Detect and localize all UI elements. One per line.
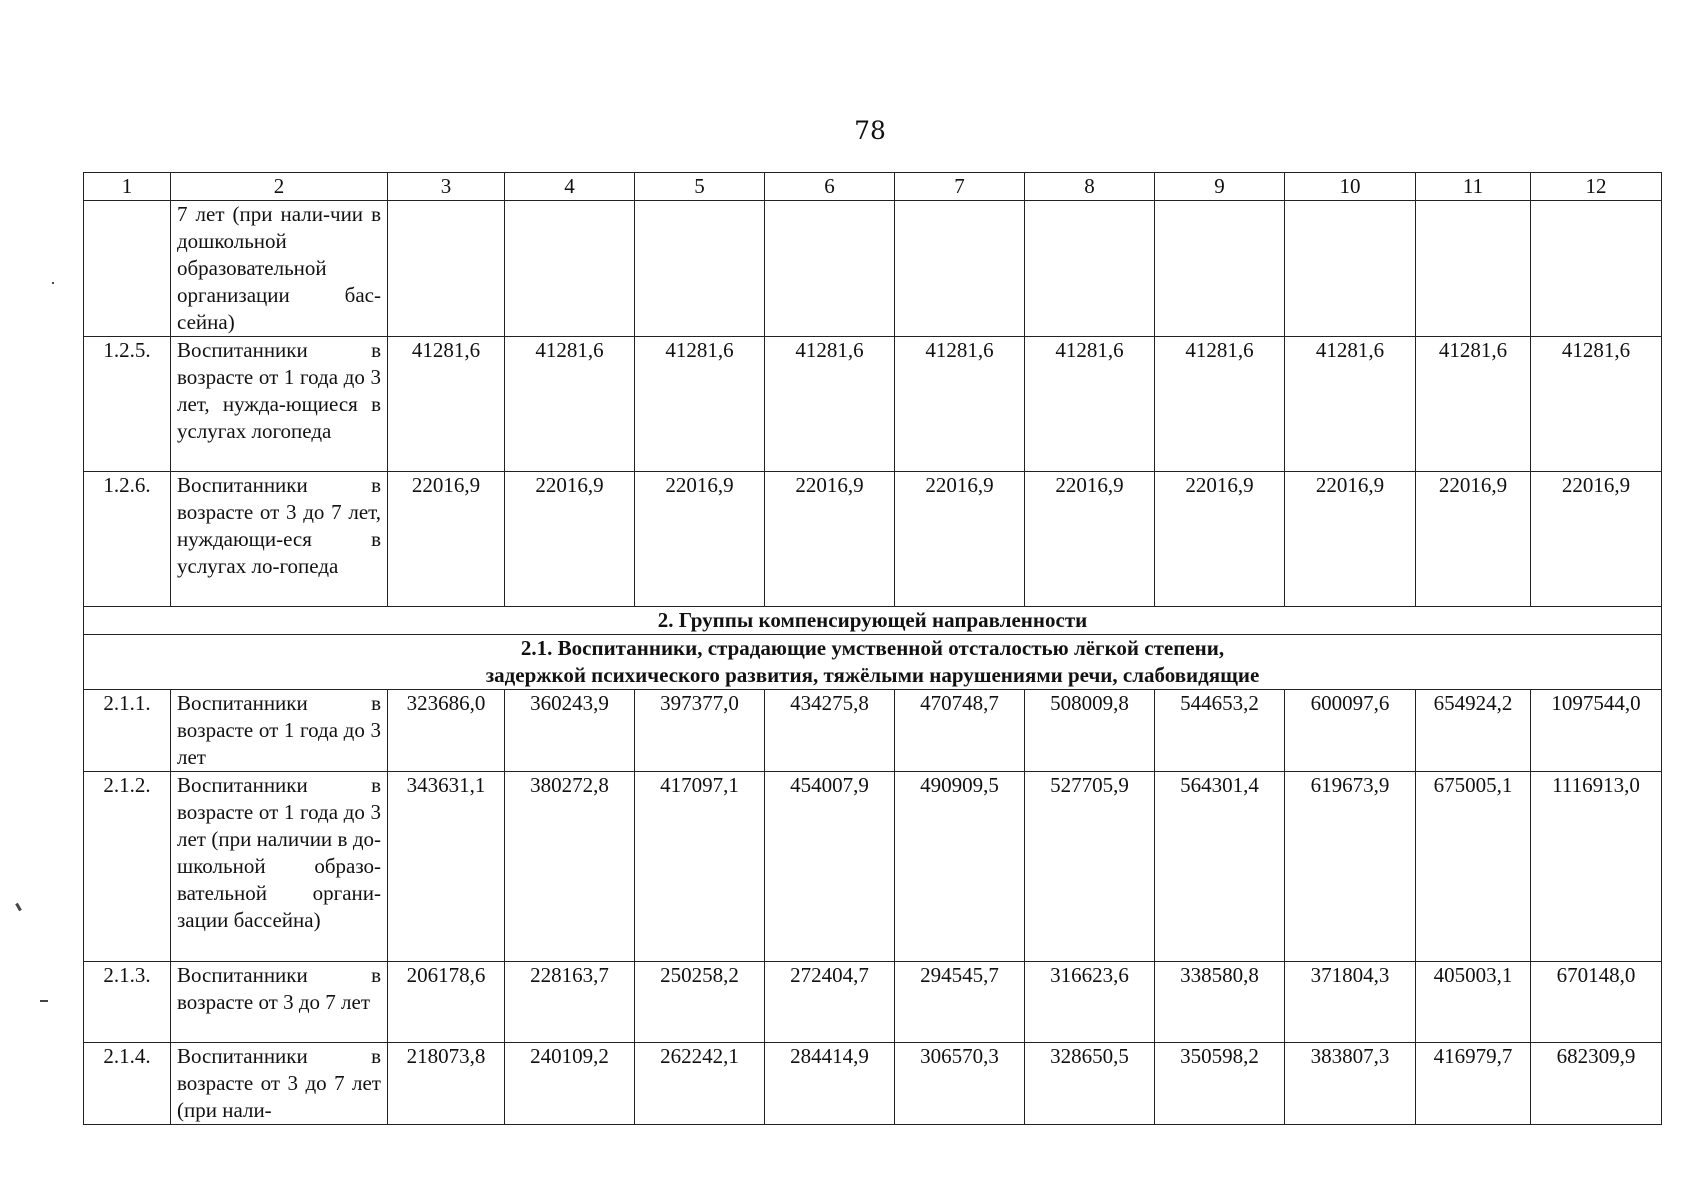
value-cell: 434275,8 — [765, 690, 895, 772]
row-number — [84, 201, 171, 337]
scan-speck — [15, 903, 22, 911]
table-row — [84, 1043, 1662, 1125]
value-cell: 619673,9 — [1285, 772, 1416, 962]
value-cell: 284414,9 — [765, 1043, 895, 1125]
row-description: Воспитанники в возрасте от 3 до 7 лет — [171, 962, 388, 1043]
value-cell: 338580,8 — [1155, 962, 1285, 1043]
value-cell: 306570,3 — [895, 1043, 1025, 1125]
row-number: 2.1.4. — [84, 1043, 171, 1125]
value-cell: 654924,2 — [1416, 690, 1531, 772]
value-cell: 417097,1 — [635, 772, 765, 962]
value-cell: 527705,9 — [1025, 772, 1155, 962]
table-row — [84, 472, 1662, 607]
value-cell: 41281,6 — [1531, 337, 1662, 472]
value-cell: 22016,9 — [765, 472, 895, 607]
column-header: 8 — [1025, 173, 1155, 201]
value-cell: 22016,9 — [895, 472, 1025, 607]
value-cell: 22016,9 — [1155, 472, 1285, 607]
value-cell: 682309,9 — [1531, 1043, 1662, 1125]
table-row — [84, 962, 1662, 1043]
section-title: 2. Группы компенсирующей направленности — [84, 607, 1662, 635]
value-cell: 343631,1 — [388, 772, 505, 962]
row-description: Воспитанники в возрасте от 1 года до 3 лет, нужда-ющиеся в услугах логопеда — [171, 337, 388, 472]
row-number: 2.1.2. — [84, 772, 171, 962]
value-cell: 508009,8 — [1025, 690, 1155, 772]
table-row — [84, 690, 1662, 772]
row-description: Воспитанники в возрасте от 3 до 7 лет, нуждающи-еся в услугах ло-гопеда — [171, 472, 388, 607]
column-number-row — [84, 173, 1662, 201]
column-header: 6 — [765, 173, 895, 201]
row-description: 7 лет (при нали-чии в дошкольной образовательной организации бас-сейна) — [171, 201, 388, 337]
table-row — [84, 337, 1662, 472]
value-cell: 675005,1 — [1416, 772, 1531, 962]
value-cell: 600097,6 — [1285, 690, 1416, 772]
table-row — [84, 772, 1662, 962]
column-header: 11 — [1416, 173, 1531, 201]
value-cell: 564301,4 — [1155, 772, 1285, 962]
value-cell: 22016,9 — [1416, 472, 1531, 607]
value-cell: 470748,7 — [895, 690, 1025, 772]
value-cell: 206178,6 — [388, 962, 505, 1043]
table-row — [84, 201, 1662, 337]
value-cell: 41281,6 — [1416, 337, 1531, 472]
column-header: 10 — [1285, 173, 1416, 201]
value-cell: 397377,0 — [635, 690, 765, 772]
section-heading-row — [84, 607, 1662, 635]
value-cell: 240109,2 — [505, 1043, 635, 1125]
subsection-heading-row — [84, 635, 1662, 690]
scan-speck — [52, 282, 54, 284]
scan-speck — [40, 1000, 48, 1002]
value-cell: 22016,9 — [388, 472, 505, 607]
value-cell: 41281,6 — [765, 337, 895, 472]
subsection-title — [84, 635, 1662, 690]
value-cell: 1116913,0 — [1531, 772, 1662, 962]
column-header: 2 — [171, 173, 388, 201]
row-number: 2.1.1. — [84, 690, 171, 772]
row-number: 2.1.3. — [84, 962, 171, 1043]
value-cell: 405003,1 — [1416, 962, 1531, 1043]
value-cell: 316623,6 — [1025, 962, 1155, 1043]
value-cell: 262242,1 — [635, 1043, 765, 1125]
value-cell: 41281,6 — [1155, 337, 1285, 472]
column-header: 7 — [895, 173, 1025, 201]
value-cell: 41281,6 — [635, 337, 765, 472]
value-cell: 22016,9 — [635, 472, 765, 607]
value-cell: 454007,9 — [765, 772, 895, 962]
value-cell: 360243,9 — [505, 690, 635, 772]
value-cell: 41281,6 — [505, 337, 635, 472]
value-cell: 22016,9 — [1531, 472, 1662, 607]
value-cell: 380272,8 — [505, 772, 635, 962]
column-header: 12 — [1531, 173, 1662, 201]
column-header: 5 — [635, 173, 765, 201]
value-cell: 228163,7 — [505, 962, 635, 1043]
value-cell: 41281,6 — [388, 337, 505, 472]
row-description: Воспитанники в возрасте от 1 года до 3 лет (при наличии в до-школьной образо-вательной органи-зации бассейна) — [171, 772, 388, 962]
value-cell: 218073,8 — [388, 1043, 505, 1125]
tariff-table — [83, 172, 1662, 1125]
value-cell: 350598,2 — [1155, 1043, 1285, 1125]
value-cell: 22016,9 — [1025, 472, 1155, 607]
value-cell: 272404,7 — [765, 962, 895, 1043]
subsection-title-line: задержкой психического развития, тяжёлыми нарушениями речи, слабовидящие — [485, 663, 1260, 687]
row-description: Воспитанники в возрасте от 3 до 7 лет (при нали- — [171, 1043, 388, 1125]
column-header: 1 — [84, 173, 171, 201]
column-header: 9 — [1155, 173, 1285, 201]
value-cell: 670148,0 — [1531, 962, 1662, 1043]
value-cell: 328650,5 — [1025, 1043, 1155, 1125]
value-cell: 383807,3 — [1285, 1043, 1416, 1125]
value-cell: 41281,6 — [895, 337, 1025, 472]
value-cell: 371804,3 — [1285, 962, 1416, 1043]
value-cell: 41281,6 — [1025, 337, 1155, 472]
value-cell: 416979,7 — [1416, 1043, 1531, 1125]
value-cell: 294545,7 — [895, 962, 1025, 1043]
value-cell: 1097544,0 — [1531, 690, 1662, 772]
value-cell: 22016,9 — [505, 472, 635, 607]
value-cell: 22016,9 — [1285, 472, 1416, 607]
column-header: 3 — [388, 173, 505, 201]
value-cell: 41281,6 — [1285, 337, 1416, 472]
row-number: 1.2.5. — [84, 337, 171, 472]
row-number: 1.2.6. — [84, 472, 171, 607]
value-cell: 490909,5 — [895, 772, 1025, 962]
page-number: 78 — [854, 116, 886, 145]
column-header: 4 — [505, 173, 635, 201]
row-description: Воспитанники в возрасте от 1 года до 3 лет — [171, 690, 388, 772]
subsection-title-line: 2.1. Воспитанники, страдающие умственной отсталостью лёгкой степени, — [520, 636, 1225, 660]
value-cell: 323686,0 — [388, 690, 505, 772]
value-cell: 544653,2 — [1155, 690, 1285, 772]
value-cell: 250258,2 — [635, 962, 765, 1043]
